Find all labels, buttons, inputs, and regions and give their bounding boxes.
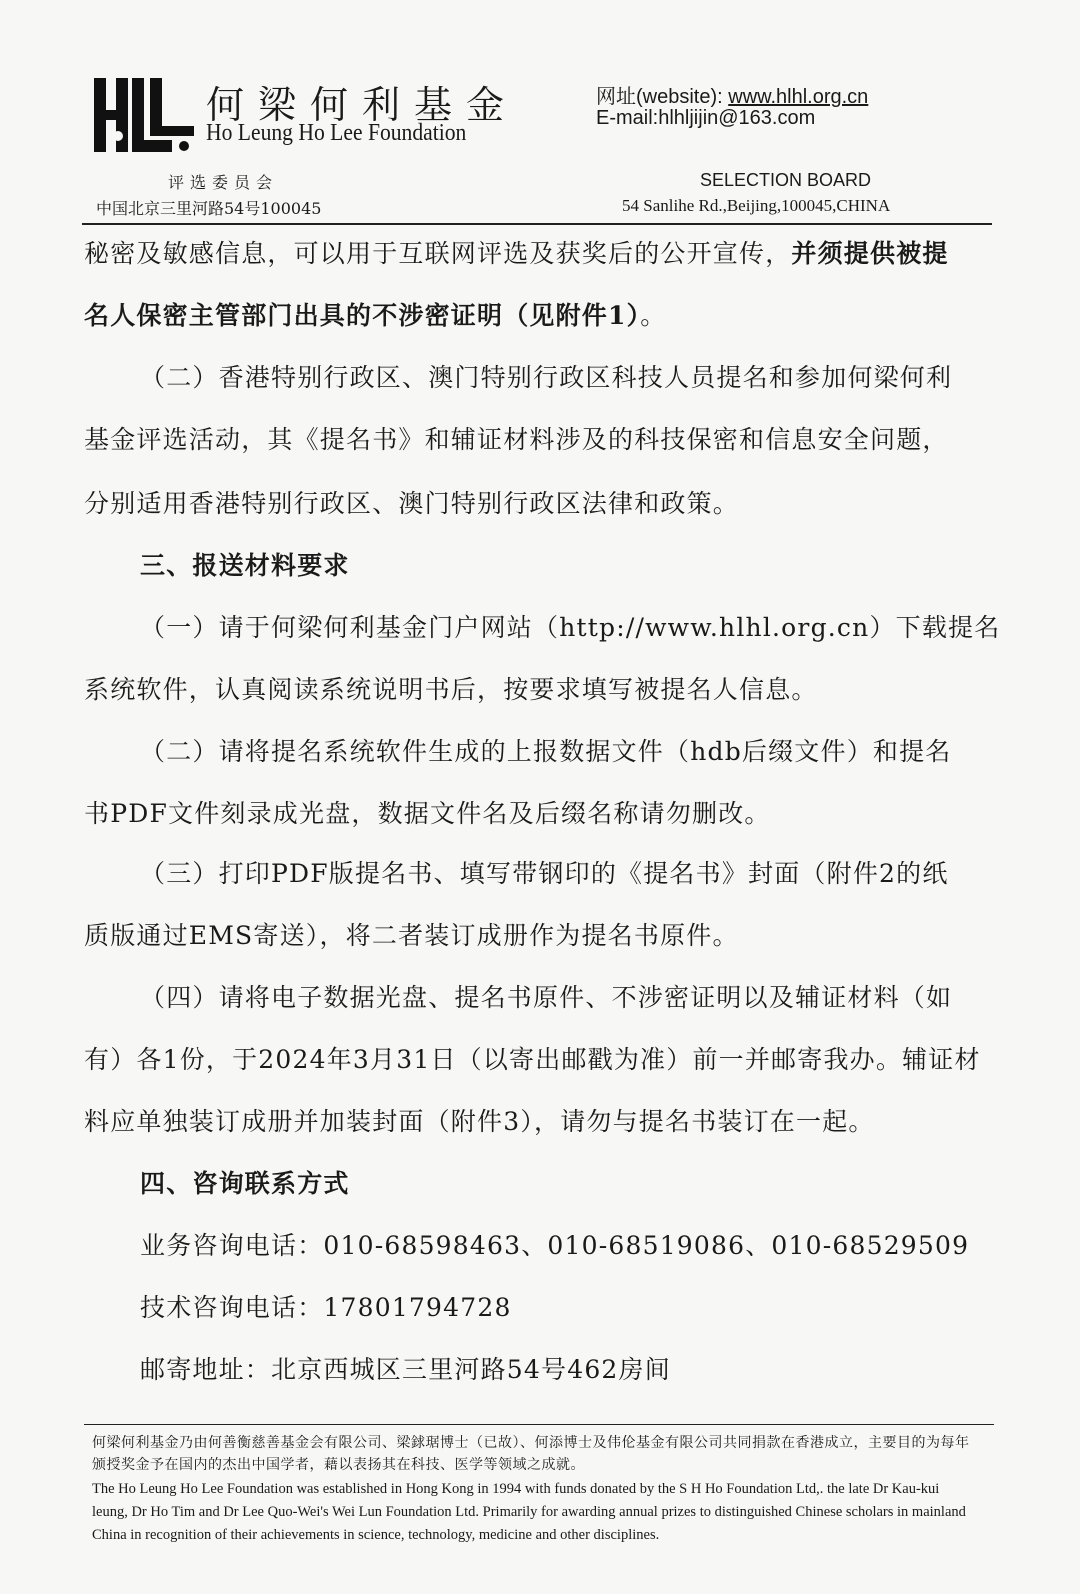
org-name-cn: 何梁何利基金 (206, 83, 519, 127)
body-text: 。 (640, 301, 667, 330)
email-line: E-mail:hlhljijin@163.com (596, 107, 816, 129)
body-line (84, 300, 667, 332)
body-text: 秘密及敏感信息，可以用于互联网评选及获奖后的公开宣传， (84, 239, 792, 268)
letterhead-divider (82, 223, 992, 225)
footer-text-en: The Ho Leung Ho Lee Foundation was established in Hong Kong in 1994 with funds donated by the S H Ho Foundation Ltd,. the late Dr Kau-kui leung, Dr Ho Tim and Dr Lee Quo-Wei's Wei Lun Foundation Ltd. Primarily for awarding annual prizes to distinguished Chinese scholars in mainland China in recognition of their achievements in science, technology, medicine and other disciplines. (92, 1481, 966, 1543)
selection-board-en: SELECTION BOARD (700, 170, 872, 190)
body-line: （二）香港特别行政区、澳门特别行政区科技人员提名和参加何梁何利 (140, 363, 953, 392)
website-line (596, 80, 868, 109)
body-line: 系统软件，认真阅读系统说明书后，按要求填写被提名人信息。 (84, 675, 818, 704)
body-text-bold: 名人保密主管部门出具的不涉密证明（见附件1） (84, 301, 641, 330)
section-heading: 三、报送材料要求 (140, 551, 350, 580)
body-line: 料应单独装订成册并加装封面（附件3），请勿与提名书装订在一起。 (84, 1107, 875, 1136)
body-line: 有）各1份，于2024年3月31日（以寄出邮戳为准）前一并邮寄我办。辅证材 (84, 1045, 981, 1074)
body-line: 书PDF文件刻录成光盘，数据文件名及后缀名称请勿删改。 (84, 799, 771, 828)
address-en: 54 Sanlihe Rd.,Beijing,100045,CHINA (622, 196, 891, 215)
footer-text-cn: 何梁何利基金乃由何善衡慈善基金会有限公司、梁銶琚博士（已故）、何添博士及伟伦基金有限公司共同捐款在香港成立，主要目的为每年颁授奖金予在国内的杰出中国学者，藉以表扬其在科技、医学等领域之成就。 (92, 1435, 970, 1473)
body-text-bold: 并须提供被提 (791, 239, 949, 268)
website-link[interactable]: www.hlhl.org.cn (728, 86, 869, 108)
body-line: 基金评选活动，其《提名书》和辅证材料涉及的科技保密和信息安全问题， (84, 425, 949, 454)
footer-divider (84, 1424, 994, 1425)
body-line (84, 238, 949, 270)
selection-board-cn: 评选委员会 (168, 173, 279, 192)
org-name-en: Ho Leung Ho Lee Foundation (206, 120, 467, 146)
address-cn: 中国北京三里河路54号100045 (96, 199, 322, 218)
body-line: （一）请于何梁何利基金门户网站（http://www.hlhl.org.cn）下载提名 (140, 613, 1001, 642)
body-line: （四）请将电子数据光盘、提名书原件、不涉密证明以及辅证材料（如 (140, 983, 953, 1012)
body-line: （三）打印PDF版提名书、填写带钢印的《提名书》封面（附件2的纸 (140, 859, 949, 888)
body-line: （二）请将提名系统软件生成的上报数据文件（hdb后缀文件）和提名 (140, 737, 952, 766)
tech-phone: 技术咨询电话：17801794728 (140, 1293, 512, 1322)
mailing-address: 邮寄地址：北京西城区三里河路54号462房间 (140, 1355, 671, 1384)
business-phone: 业务咨询电话：010-68598463、010-68519086、010-68529509 (140, 1231, 970, 1260)
section-heading: 四、咨询联系方式 (140, 1169, 350, 1198)
body-line: 质版通过EMS寄送），将二者装订成册作为提名书原件。 (84, 921, 739, 950)
website-label: 网址(website): (596, 86, 729, 108)
hlhl-logo-icon (92, 76, 198, 154)
body-line: 分别适用香港特别行政区、澳门特别行政区法律和政策。 (84, 489, 740, 518)
